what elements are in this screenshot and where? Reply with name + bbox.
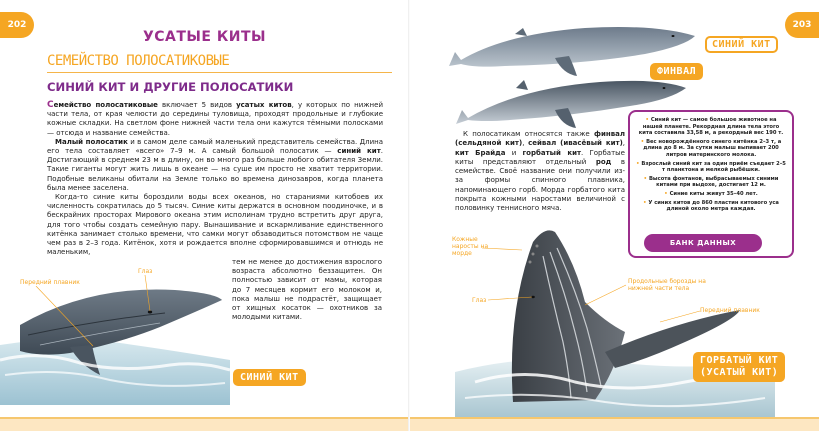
leader-line-fin-left [28, 286, 98, 348]
annotation-eye-left: Глаз [138, 268, 153, 275]
bottom-band-right [410, 417, 819, 431]
data-bank-button[interactable]: БАНК ДАННЫХ [644, 234, 762, 252]
annotation-fin-right: Передний плавник [700, 307, 760, 314]
left-page [0, 0, 409, 431]
fin-whale-label: ФИНВАЛ [650, 63, 703, 80]
annotation-grooves: Продольные борозды на нижней части тела [628, 278, 706, 292]
fact-item: • Вес новорождённого синего китёнка 2–3 т, а длина до 8 м. За сутки малыш выпивает 200 литров материнского молока. [636, 139, 786, 159]
annotation-eye-right: Глаз [472, 297, 487, 304]
leader-line-eye-left [141, 275, 153, 313]
fact-item: • Синий кит — самое большое животное на нашей планете. Рекордная длина тела этого кита составила 33,58 м, а рекордный вес 190 т. [636, 117, 786, 137]
section-subtitle: СЕМЕЙСТВО ПОЛОСАТИКОВЫЕ [47, 53, 230, 69]
annotation-skin-growths: Кожные наросты на морде [452, 236, 489, 257]
fact-item: • Высота фонтанов, выбрасываемых синими китами при выдохе, достигает 12 м. [636, 176, 786, 189]
blue-whale-label-left: СИНИЙ КИТ [233, 369, 306, 386]
fact-item: • У синих китов до 860 пластин китового уса длиной около метра каждая. [636, 200, 786, 213]
paragraph-3: Когда-то синие киты бороздили воды всех океанов, но стараниями китобоев их численность сократилась до 5 тысяч. Синие киты держатся в основном поодиночке, и в бескрайних просторах Мирового океана этим исполинам трудно встретить друг друга, для того чтобы создать семейную пару. Вынашивание и вскармливание единственного китёнка занимает столько времени, что самки могут обзаводиться потомством не чаще чем раз в 2–3 года. Китёнок, хотя и рождается вполне сформировавшимся и отнюдь не маленьким, [47, 193, 383, 257]
drop-cap: С [47, 100, 54, 110]
annotation-fin-left: Передний плавник [20, 279, 80, 286]
bottom-band-left [0, 417, 409, 431]
page-number-right: 203 [785, 12, 819, 38]
section-heading: СИНИЙ КИТ И ДРУГИЕ ПОЛОСАТИКИ [47, 80, 294, 94]
subtitle-divider [47, 72, 392, 73]
fact-item: • Взрослый синий кит за один приём съедает 2–5 т планктона и мелкой рыбёшки. [636, 161, 786, 174]
body-text-top: Семейство полосатиковые включает 5 видов усатых китов, у которых по нижней части тела, от края челюсти до середины туловища, проходят продольные и глубокие кожные складки. На светлом фоне нижней части тела они кажутся тёмными полосками — отсюда и название семейства. Малый полосатик и в самом деле самый маленький представитель семейства. Длина его тела составляет «всего» 7–9 м. А самый большой полосатик — синий кит. Достигающий в среднем 23 м в длину, он во много раз больше любого обитателя Земли. Такие гиганты могут жить лишь в океане — на суше им просто не хватит территории. Подобные великаны обитали на Земле только во времена динозавров, когда планета была менее заселена. Когда-то синие киты бороздили воды всех океанов, но стараниями китобоев их численность сократилась до 5 тысяч. Синие киты держатся в основном поодиночке, и в бескрайних просторах Мирового океана этим исполинам трудно встретить друг друга, для того чтобы создать семейную пару. Вынашивание и вскармливание единственного китёнка занимает столько времени, что самки могут обзаводиться потомством не чаще чем раз в 2–3 года. Китёнок, хотя и рождается вполне сформировавшимся и отнюдь не маленьким, [47, 100, 384, 257]
page-number-left: 202 [0, 12, 34, 38]
fact-item: • Синие киты живут 35–40 лет. [636, 191, 786, 198]
blue-whale-label-right: СИНИЙ КИТ [705, 36, 778, 53]
body-text-column: тем не менее до достижения взрослого возраста абсолютно беззащитен. Он полностью зависит от мамы, которая до 7 месяцев кормит его молоком и, пока малыш не подрастёт, защищает от хищных косаток — охотников за молодыми китами. [232, 258, 382, 322]
page-title: УСАТЫЕ КИТЫ [142, 29, 267, 45]
right-page [410, 0, 819, 431]
humpback-whale-label: ГОРБАТЫЙ КИТ (УСАТЫЙ КИТ) [693, 352, 785, 382]
right-body-text: К полосатикам относятся также финвал (сельдяной кит), сейвал (ивасёвый кит), кит Брайда и горбатый кит. Горбатые киты представляют отдельный род в семействе. Своё название они получили из-за формы спинного плавника, напоминающего горб. Морда горбатого кита покрыта кожными наростами величиной с половинку теннисного мяча. [455, 130, 626, 213]
